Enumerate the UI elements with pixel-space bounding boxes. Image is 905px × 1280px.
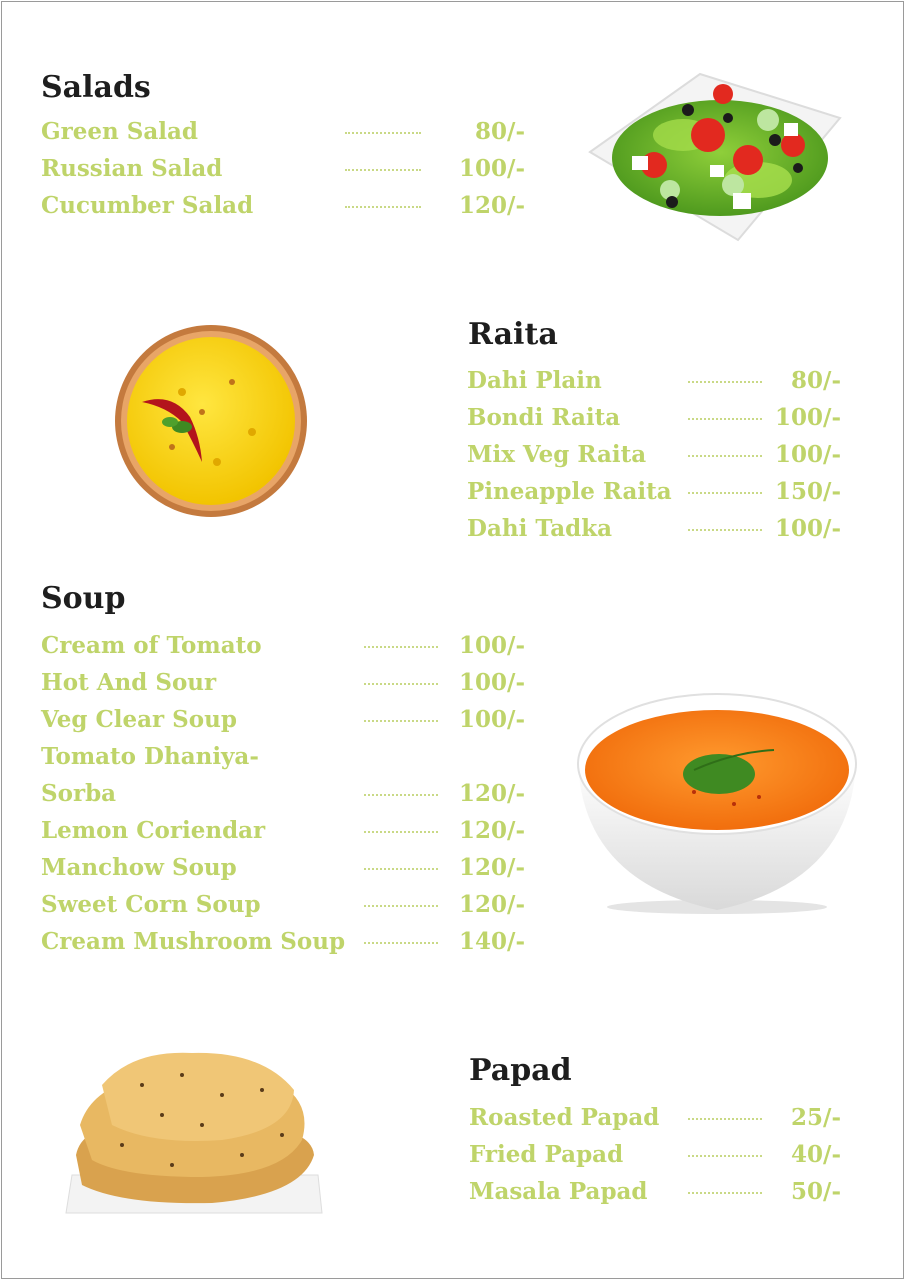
menu-item — [41, 187, 525, 224]
item-price: 120/- — [459, 780, 525, 807]
menu-item — [41, 849, 525, 886]
item-price: 50/- — [791, 1178, 841, 1205]
item-name: Cream of Tomato — [41, 632, 262, 659]
menu-item — [41, 701, 525, 738]
menu-item — [41, 886, 525, 923]
item-name: Hot And Sour — [41, 669, 217, 696]
item-price: 80/- — [475, 118, 525, 145]
salads-list — [41, 113, 525, 224]
item-name: Cream Mushroom Soup — [41, 928, 346, 955]
item-name: Roasted Papad — [469, 1104, 660, 1131]
item-price: 25/- — [791, 1104, 841, 1131]
item-price: 120/- — [459, 891, 525, 918]
dot-leader — [364, 683, 438, 685]
papad-image — [62, 1045, 328, 1217]
dot-leader — [688, 1192, 762, 1194]
dot-leader — [364, 905, 438, 907]
soup-image — [574, 692, 860, 916]
item-price: 100/- — [459, 669, 525, 696]
salad-image — [588, 70, 843, 245]
item-price: 120/- — [459, 192, 525, 219]
item-name: Lemon Coriendar — [41, 817, 266, 844]
menu-item — [467, 362, 841, 399]
menu-item — [41, 627, 525, 664]
menu-item — [41, 923, 525, 960]
dot-leader — [345, 132, 421, 134]
papad-list — [469, 1099, 841, 1210]
dot-leader — [364, 831, 438, 833]
menu-item — [41, 664, 525, 701]
menu-item — [41, 113, 525, 150]
section-title-soup: Soup — [41, 581, 126, 616]
item-price: 100/- — [459, 632, 525, 659]
item-price: 100/- — [459, 706, 525, 733]
dot-leader — [364, 868, 438, 870]
section-title-raita: Raita — [468, 317, 558, 352]
menu-item — [467, 473, 841, 510]
raita-list — [467, 362, 841, 547]
item-price: 150/- — [775, 478, 841, 505]
menu-item — [467, 436, 841, 473]
dot-leader — [345, 206, 421, 208]
section-title-papad: Papad — [469, 1053, 572, 1088]
item-price: 120/- — [459, 817, 525, 844]
item-name: Masala Papad — [469, 1178, 648, 1205]
dot-leader — [688, 492, 762, 494]
dot-leader — [364, 794, 438, 796]
item-price: 80/- — [791, 367, 841, 394]
menu-item — [469, 1099, 841, 1136]
item-price: 100/- — [775, 404, 841, 431]
item-price: 100/- — [775, 441, 841, 468]
dot-leader — [688, 1118, 762, 1120]
item-price: 100/- — [775, 515, 841, 542]
menu-item — [41, 812, 525, 849]
menu-item — [467, 399, 841, 436]
dot-leader — [688, 529, 762, 531]
item-name: Cucumber Salad — [41, 192, 254, 219]
item-name: Sweet Corn Soup — [41, 891, 261, 918]
item-price: 40/- — [791, 1141, 841, 1168]
menu-item — [469, 1173, 841, 1210]
item-name: Manchow Soup — [41, 854, 237, 881]
item-name: Bondi Raita — [467, 404, 621, 431]
dot-leader — [688, 418, 762, 420]
item-name: Mix Veg Raita — [467, 441, 647, 468]
menu-item — [41, 738, 525, 775]
menu-item — [41, 150, 525, 187]
dot-leader — [364, 720, 438, 722]
soup-list — [41, 627, 525, 960]
dot-leader — [345, 169, 421, 171]
section-title-salads: Salads — [41, 70, 151, 105]
item-name: Tomato Dhaniya- — [41, 743, 259, 770]
item-name: Dahi Plain — [467, 367, 602, 394]
menu-item — [469, 1136, 841, 1173]
item-name: Veg Clear Soup — [41, 706, 237, 733]
item-price: 100/- — [459, 155, 525, 182]
item-name: Green Salad — [41, 118, 198, 145]
dot-leader — [688, 1155, 762, 1157]
item-name: Pineapple Raita — [467, 478, 672, 505]
item-price: 140/- — [459, 928, 525, 955]
item-name: Russian Salad — [41, 155, 223, 182]
dot-leader — [688, 381, 762, 383]
dot-leader — [364, 646, 438, 648]
item-name: Fried Papad — [469, 1141, 624, 1168]
item-name: Dahi Tadka — [467, 515, 613, 542]
item-price: 120/- — [459, 854, 525, 881]
item-name: Sorba — [41, 780, 117, 807]
dot-leader — [364, 942, 438, 944]
menu-item — [467, 510, 841, 547]
menu-item — [41, 775, 525, 812]
raita-image — [112, 322, 310, 520]
dot-leader — [688, 455, 762, 457]
